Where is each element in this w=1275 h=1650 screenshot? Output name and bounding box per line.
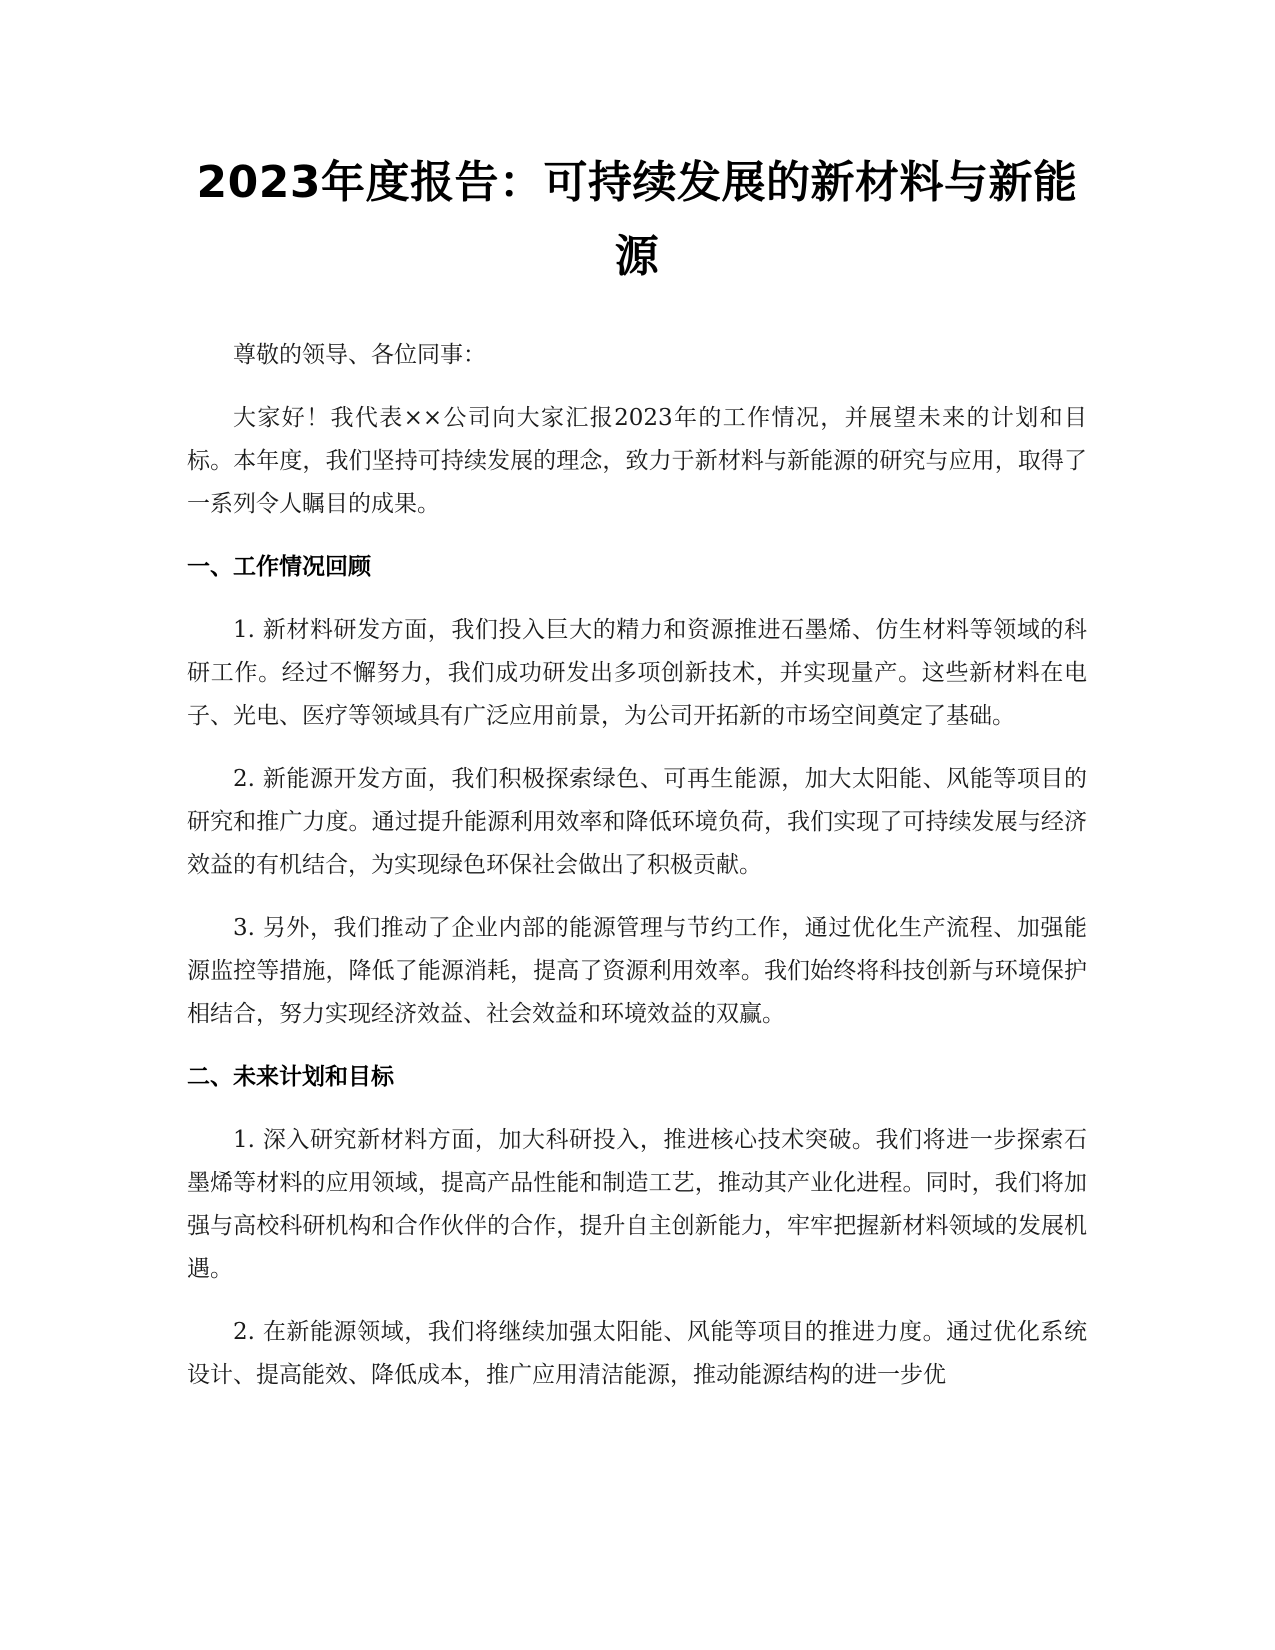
greeting-paragraph: 尊敬的领导、各位同事：: [233, 342, 486, 368]
plans-paragraph-1: 1. 深入研究新材料方面，加大科研投入，推进核心技术突破。我们将进一步探索石墨烯等材料的应用领域，提高产品性能和制造工艺，推动其产业化进程。同时，我们将加强与高校科研机构和合作伙伴的合作，提升自主创新能力，牢牢把握新材料领域的发展机遇。: [187, 1127, 1087, 1282]
document-body: [187, 146, 1087, 1397]
review-paragraph-1: 1. 新材料研发方面，我们投入巨大的精力和资源推进石墨烯、仿生材料等领域的科研工作。经过不懈努力，我们成功研发出多项创新技术，并实现量产。这些新材料在电子、光电、医疗等领域具有广泛应用前景，为公司开拓新的市场空间奠定了基础。: [187, 617, 1087, 729]
section-heading-plans: 二、未来计划和目标: [187, 1064, 394, 1090]
plans-paragraph-2: 2. 在新能源领域，我们将继续加强太阳能、风能等项目的推进力度。通过优化系统设计、提高能效、降低成本，推广应用清洁能源，推动能源结构的进一步优: [187, 1319, 1087, 1388]
section-heading-review: 一、工作情况回顾: [187, 554, 371, 580]
document-title: 2023年度报告：可持续发展的新材料与新能源: [196, 157, 1078, 282]
intro-paragraph: 大家好！我代表××公司向大家汇报2023年的工作情况，并展望未来的计划和目标。本年度，我们坚持可持续发展的理念，致力于新材料与新能源的研究与应用，取得了一系列令人瞩目的成果。: [187, 405, 1087, 517]
review-paragraph-2: 2. 新能源开发方面，我们积极探索绿色、可再生能源，加大太阳能、风能等项目的研究和推广力度。通过提升能源利用效率和降低环境负荷，我们实现了可持续发展与经济效益的有机结合，为实现绿色环保社会做出了积极贡献。: [187, 766, 1087, 878]
review-paragraph-3: 3. 另外，我们推动了企业内部的能源管理与节约工作，通过优化生产流程、加强能源监控等措施，降低了能源消耗，提高了资源利用效率。我们始终将科技创新与环境保护相结合，努力实现经济效益、社会效益和环境效益的双赢。: [187, 915, 1087, 1027]
